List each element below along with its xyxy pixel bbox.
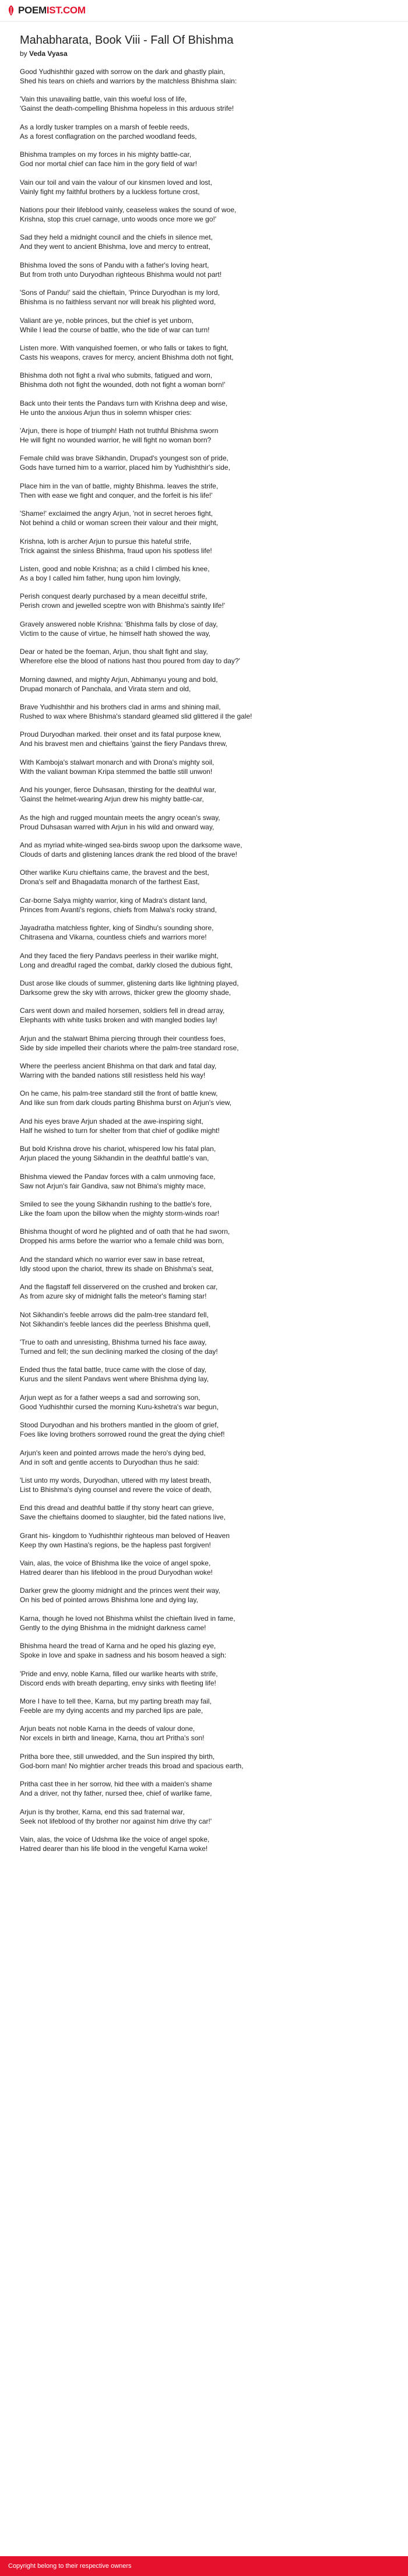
- poem-line: Foes like loving brothers sorrowed round the great the dying chief!: [20, 1430, 225, 1439]
- stanza: [20, 316, 393, 335]
- poem-line: Like the foam upon the billow when the mighty storm-winds roar!: [20, 1209, 220, 1218]
- stanza: [20, 233, 393, 251]
- stanza: [20, 122, 393, 141]
- poem-line: Good Yudhishthir cursed the morning Kuru-kshetra's war begun,: [20, 1402, 219, 1411]
- poem-line: Victim to the cause of virtue, he himself hath showed the way,: [20, 629, 211, 638]
- poem-line: Nor excels in birth and lineage, Karna, thou art Pritha's son!: [20, 1734, 205, 1743]
- poem-line: Save the chieftains doomed to slaughter, bid the fated nations live,: [20, 1513, 226, 1522]
- poem-line: Rushed to wax where Bhishma's standard gleamed slid glittered il the gale!: [20, 712, 252, 720]
- poem-line: Morning dawned, and mighty Arjun, Abhimanyu young and bold,: [20, 675, 218, 684]
- stanza: [20, 1448, 393, 1467]
- poem-line: 'True to oath and unresisting, Bhishma turned his face away,: [20, 1338, 207, 1346]
- author-byline: [20, 50, 393, 58]
- poem-line: Hatred dearer than his life blood in the vengeful Karna woke!: [20, 1845, 208, 1853]
- poem-line: Bhishma tramples on my forces in his mighty battle-car,: [20, 150, 192, 159]
- stanza: [20, 620, 393, 638]
- poem-line: Hatred dearer than his lifeblood in the proud Duryodhan woke!: [20, 1568, 213, 1577]
- poem-line: God-born man! No mightier archer treads this broad and spacious earth,: [20, 1761, 244, 1770]
- poem-line: 'Arjun, there is hope of triumph! Hath not truthful Bhishma sworn: [20, 427, 219, 435]
- poem-line: 'List unto my words, Duryodhan, uttered with my latest breath,: [20, 1476, 212, 1484]
- poem-line: And the standard which no warrior ever saw in base retreat,: [20, 1255, 205, 1264]
- poem-line: Bhishma doth not fight the wounded, doth not fight a woman born!': [20, 381, 226, 389]
- poem-line: 'Sons of Pandu!' said the chieftain, 'Prince Duryodhan is my lord,: [20, 288, 220, 297]
- poem-line: Arjun beats not noble Karna in the deeds of valour done,: [20, 1725, 195, 1733]
- site-header: [0, 0, 408, 22]
- poem-line: Perish conquest dearly purchased by a mean deceitful strife,: [20, 592, 207, 601]
- stanza: [20, 979, 393, 997]
- poem-line: Valiant are ye, noble princes, but the chief is yet unborn,: [20, 316, 194, 325]
- poem-line: Where the peerless ancient Bhishma on that dark and fatal day,: [20, 1062, 217, 1071]
- stanza: [20, 896, 393, 914]
- poem-line: Smiled to see the young Sikhandin rushing to the battle's fore,: [20, 1200, 212, 1209]
- poem-line: And a driver, not thy father, nursed thee, chief of warlike fame,: [20, 1789, 212, 1798]
- poem-line: Place him in the van of battle, mighty Bhishma. leaves the strife,: [20, 481, 219, 490]
- poem-line: Seek not lifeblood of thy brother nor against him drive thy car!': [20, 1817, 212, 1825]
- poem-line: Not Sikhandin's feeble arrows did the palm-tree standard fell,: [20, 1310, 209, 1319]
- poem-line: With Kamboja's stalwart monarch and with Drona's mighty soil,: [20, 758, 214, 766]
- stanza: [20, 1282, 393, 1301]
- poem-line: Arjun is thy brother, Karna, end this sad fraternal war,: [20, 1807, 185, 1816]
- poem-title: Mahabharata, Book Viii - Fall Of Bhishma: [20, 34, 234, 47]
- poem-line: 'Vain this unavailing battle, vain this woeful loss of life,: [20, 95, 187, 104]
- poem-line: Other warlike Kuru chieftains came, the bravest and the best,: [20, 868, 209, 877]
- stanza: [20, 564, 393, 583]
- poem-line: Back unto their tents the Pandavs turn with Krishna deep and wise,: [20, 399, 228, 407]
- poem-line: Drupad monarch of Panchala, and Virata stern and old,: [20, 684, 191, 693]
- stanza: [20, 1006, 393, 1025]
- poem-line: Nations pour their lifeblood vainly, ceaseless wakes the sound of woe,: [20, 205, 237, 214]
- poem-line: Ended thus the fatal battle, truce came with the close of day,: [20, 1366, 206, 1374]
- stanza: [20, 205, 393, 224]
- poem-line: Arjun and the stalwart Bhima piercing through their countless foes,: [20, 1034, 226, 1043]
- poem-line: Vainly fight my faithful brothers by a luckless fortune crost,: [20, 187, 200, 196]
- stanza: [20, 702, 393, 721]
- poem-line: But from troth unto Duryodhan righteous Bhishma would not part!: [20, 270, 222, 279]
- quill-icon: [7, 5, 15, 16]
- stanza: [20, 1227, 393, 1245]
- stanza: [20, 178, 393, 196]
- poem-line: Dear or hated be the foeman, Arjun, thou shalt fight and slay,: [20, 647, 208, 656]
- poem-line: With the valiant bowman Kripa stemmed the battle still unwon!: [20, 767, 213, 776]
- author-link[interactable]: Veda Vyasa: [29, 50, 68, 58]
- poem-line: Brave Yudhishthir and his brothers clad in arms and shining mail,: [20, 702, 221, 711]
- poem-line: As a forest conflagration on the parched woodland feeds,: [20, 132, 197, 140]
- stanza: [20, 675, 393, 694]
- stanza: [20, 1503, 393, 1522]
- poem-line: Darksome grew the sky with arrows, thicker grew the gloomy shade,: [20, 988, 231, 997]
- poem-line: Vain, alas, the voice of Udshma like the voice of angel spoke,: [20, 1835, 210, 1843]
- poem-line: Saw not Arjun's fair Gandiva, saw not Bhima's mighty mace,: [20, 1181, 206, 1190]
- poem-line: 'Pride and envy, noble Karna, filled our warlike hearts with strife,: [20, 1669, 218, 1678]
- stanza: [20, 1614, 393, 1632]
- poem-line: 'Gainst the death-compelling Bhishma hopeless in this arduous strife!: [20, 104, 234, 113]
- poem-line: Half he wished to turn for shelter from that chief of godlike might!: [20, 1126, 220, 1135]
- stanza: [20, 1641, 393, 1660]
- poem-line: Bhishma viewed the Pandav forces with a calm unmoving face,: [20, 1172, 216, 1181]
- stanza: [20, 453, 393, 472]
- poem-line: And as myriad white-winged sea-birds swoop upon the darksome wave,: [20, 840, 242, 849]
- stanza: [20, 1752, 393, 1771]
- stanza: [20, 371, 393, 389]
- poem-line: Darker grew the gloomy midnight and the princes went their way,: [20, 1586, 220, 1595]
- poem-line: Arjun wept as for a father weeps a sad and sorrowing son,: [20, 1393, 201, 1402]
- poem-line: Listen more. With vanquished foemen, or who falls or takes to fight,: [20, 343, 228, 352]
- poem-line: Chitrasena and Vikarna, countless chiefs and warriors more!: [20, 933, 207, 942]
- poem-line: And like sun from dark clouds parting Bhishma burst on Arjun's view,: [20, 1099, 232, 1107]
- stanza: [20, 1586, 393, 1604]
- poem-line: Proud Duryodhan marked. their onset and its fatal purpose knew,: [20, 730, 221, 739]
- stanza: [20, 1807, 393, 1826]
- poem-line: Gods have turned him to a warrior, placed him by Yudhishthir's side,: [20, 463, 230, 472]
- poem-line: As from azure sky of midnight falls the meteor's flaming star!: [20, 1292, 207, 1301]
- poem-line: Bhishma is no faithless servant nor will break his plighted word,: [20, 298, 216, 307]
- stanza: [20, 1697, 393, 1715]
- stanza: [20, 1061, 393, 1080]
- poem-line: Krishna, stop this cruel carnage, unto woods once more we go!': [20, 214, 217, 223]
- poem-line: Not Sikhandin's feeble lances did the peerless Bhishma quell,: [20, 1319, 211, 1328]
- stanza: [20, 1310, 393, 1329]
- poem-line: He unto the anxious Arjun thus in solemn whisper cries:: [20, 408, 192, 417]
- stanza: [20, 785, 393, 804]
- poem-line: Krishna, loth is archer Arjun to pursue this hateful strife,: [20, 537, 192, 546]
- brand-suffix: IST.COM: [46, 5, 86, 16]
- poem-line: Good Yudhishthir gazed with sorrow on the dark and ghastly plain,: [20, 68, 225, 76]
- stanza: [20, 592, 393, 610]
- poem-line: And his younger, fierce Duhsasan, thirsting for the deathful war,: [20, 786, 216, 794]
- poem-line: Jayadratha matchless fighter, king of Sindhu's sounding shore,: [20, 924, 214, 932]
- poem-line: But bold Krishna drove his chariot, whispered low his fatal plan,: [20, 1145, 216, 1153]
- poem-line: And his eyes brave Arjun shaded at the awe-inspiring sight,: [20, 1117, 203, 1125]
- poem-article: [20, 34, 393, 1862]
- stanza: [20, 1393, 393, 1412]
- stanza: [20, 1338, 393, 1356]
- poem-line: 'Gainst the helmet-wearing Arjun drew his mighty battle-car,: [20, 795, 204, 804]
- stanza: [20, 261, 393, 279]
- poem-line: Sad they held a midnight council and the chiefs in silence met,: [20, 233, 213, 242]
- poem-line: End this dread and deathful battle if thy stony heart can grieve,: [20, 1504, 214, 1512]
- poem-line: Proud Duhsasan warred with Arjun in his wild and onward way,: [20, 822, 214, 831]
- poem-line: Grant his- kingdom to Yudhishthir righteous man beloved of Heaven: [20, 1531, 230, 1540]
- stanza: [20, 1089, 393, 1107]
- stanza: [20, 868, 393, 886]
- poem-line: On his bed of pointed arrows Bhishma lone and dying lay,: [20, 1596, 198, 1604]
- poem-line: Princes from Avanti's regions, chiefs from Malwa's rocky strand,: [20, 905, 217, 914]
- stanza: [20, 1255, 393, 1273]
- stanza: [20, 399, 393, 417]
- poem-line: Vain, alas, the voice of Bhishma like the voice of angel spoke,: [20, 1559, 211, 1568]
- poem-line: Idly stood upon the chariot, threw its shade on Bhishma's seat,: [20, 1264, 214, 1273]
- poem-line: Gravely answered noble Krishna: 'Bhishma falls by close of day,: [20, 620, 218, 628]
- poem-line: Listen, good and noble Krishna; as a child I climbed his knee,: [20, 565, 210, 573]
- poem-line: Cars went down and mailed horsemen, soldiers fell in dread array,: [20, 1007, 225, 1015]
- stanza: [20, 951, 393, 970]
- poem-line: Stood Duryodhan and his brothers mantled in the gloom of grief,: [20, 1421, 219, 1430]
- stanza: [20, 537, 393, 555]
- stanza: [20, 1199, 393, 1218]
- poem-line: List to Bhishma's dying counsel and revere the voice of death,: [20, 1485, 212, 1494]
- poem-line: As a boy I called him father, hung upon him lovingly,: [20, 574, 181, 583]
- stanza: [20, 150, 393, 168]
- poem-line: And they faced the fiery Pandavs peerless in their warlike might,: [20, 951, 219, 960]
- stanza: [20, 343, 393, 362]
- stanza: [20, 288, 393, 307]
- poem-line: Wherefore else the blood of nations hast thou poured from day to day?': [20, 657, 240, 666]
- poem-line: Karna, though he loved not Bhishma whilst the chieftain lived in fame,: [20, 1614, 235, 1623]
- poem-line: Female child was brave Sikhandin, Drupad's youngest son of pride,: [20, 454, 228, 463]
- poem-line: Then with ease we fight and conquer, and the forfeit is his life!': [20, 491, 213, 499]
- poem-line: And they went to ancient Bhishma, love and mercy to entreat,: [20, 242, 210, 251]
- poem-line: 'Shame!' exclaimed the angry Arjun, 'not in secret heroes fight,: [20, 509, 213, 518]
- poem-line: While I lead the course of battle, who the tide of war can turn!: [20, 325, 210, 334]
- poem-line: Bhishma doth not fight a rival who submits, fatigued and worn,: [20, 371, 213, 380]
- stanza: [20, 840, 393, 859]
- poem-line: As the high and rugged mountain meets the angry ocean's sway,: [20, 813, 220, 822]
- poem-line: As a lordly tusker tramples on a marsh of feeble reeds,: [20, 122, 189, 131]
- poem-line: And the flagstaff fell disservered on the crushed and broken car,: [20, 1283, 218, 1291]
- stanza: [20, 1034, 393, 1053]
- poem-line: Clouds of darts and glistening lances drank the red blood of the brave!: [20, 850, 237, 858]
- poem-line: Bhishma thought of word he plighted and of oath that he had sworn,: [20, 1227, 230, 1236]
- poem-line: Side by side impelled their chariots where the palm-tree standard rose,: [20, 1043, 239, 1052]
- site-logo[interactable]: [7, 5, 86, 16]
- poem-line: Warring with the banded nations still resistless held his way!: [20, 1071, 206, 1080]
- stanza: [20, 1144, 393, 1163]
- stanza: [20, 1779, 393, 1798]
- poem-line: Feeble are my dying accents and my parched lips are pale,: [20, 1706, 203, 1715]
- poem-line: Not behind a child or woman screen their valour and their might,: [20, 519, 219, 527]
- stanza: [20, 1476, 393, 1494]
- poem-line: Elephants with white tusks broken and with mangled bodies lay!: [20, 1016, 217, 1025]
- stanza: [20, 1669, 393, 1688]
- poem-line: Arjun placed the young Sikhandin in the deathful battle's van,: [20, 1154, 209, 1163]
- stanza: [20, 813, 393, 832]
- brand-prefix: POEM: [18, 5, 47, 16]
- author-prefix: by: [20, 50, 27, 58]
- poem-line: Spoke in love and spake in sadness and his bosom heaved a sigh:: [20, 1651, 227, 1660]
- stanza: [20, 1172, 393, 1191]
- poem-line: He will fight no wounded warrior, he will fight no woman born?: [20, 436, 212, 445]
- poem-line: Bhishma loved the sons of Pandu with a father's loving heart,: [20, 261, 209, 269]
- poem-line: Vain our toil and vain the valour of our kinsmen loved and lost,: [20, 178, 212, 186]
- poem-line: Trick against the sinless Bhishma, fraud upon his spotless life!: [20, 546, 212, 555]
- stanza: [20, 1420, 393, 1439]
- poem-line: Arjun's keen and pointed arrows made the hero's dying bed,: [20, 1448, 206, 1457]
- stanza: [20, 730, 393, 748]
- poem-line: On he came, his palm-tree standard still the front of battle knew,: [20, 1089, 218, 1098]
- poem-line: Pritha bore thee, still unwedded, and the Sun inspired thy birth,: [20, 1752, 215, 1761]
- poem-line: Long and dreadful raged the combat, darkly closed the dubious fight,: [20, 960, 233, 969]
- stanza: [20, 647, 393, 666]
- poem-line: God nor mortal chief can face him in the gory field of war!: [20, 160, 198, 168]
- copyright-text: Copyright belong to their respective owners: [8, 2563, 132, 2570]
- stanza: [20, 481, 393, 500]
- poem-line: Gently to the dying Bhishma in the midnight darkness came!: [20, 1623, 206, 1632]
- poem-line: And his bravest men and chieftains 'gainst the fiery Pandavs threw,: [20, 740, 227, 748]
- poem-line: Dropped his arms before the warrior who a female child was born,: [20, 1237, 224, 1245]
- stanza: [20, 1558, 393, 1577]
- stanza: [20, 1365, 393, 1384]
- stanza: [20, 426, 393, 445]
- stanza: [20, 1724, 393, 1743]
- stanza: [20, 509, 393, 527]
- poem-line: Pritha cast thee in her sorrow, hid thee with a maiden's shame: [20, 1780, 212, 1789]
- poem-line: Keep thy own Hastina's regions, be the hapless past forgiven!: [20, 1540, 211, 1549]
- stanza: [20, 1117, 393, 1135]
- poem-line: Drona's self and Bhagadatta monarch of the farthest East,: [20, 878, 200, 886]
- stanza: [20, 923, 393, 942]
- site-footer: [0, 2556, 408, 2576]
- stanza: [20, 758, 393, 776]
- poem-line: Dust arose like clouds of summer, glistening darts like lightning played,: [20, 979, 239, 987]
- poem-line: Discord ends with breath departing, envy sinks with fleeting life!: [20, 1678, 216, 1687]
- poem-line: Turned and fell; the sun declining marked the closing of the day!: [20, 1347, 218, 1356]
- poem-line: Bhishma heard the tread of Karna and he oped his glazing eye,: [20, 1642, 216, 1651]
- poem-line: More I have to tell thee, Karna, but my parting breath may fail,: [20, 1697, 212, 1706]
- poem-line: Car-borne Salya mighty warrior, king of Madra's distant land,: [20, 896, 207, 905]
- poem-line: Kurus and the silent Pandavs went where Bhishma dying lay,: [20, 1375, 209, 1384]
- poem-line: Shed his tears on chiefs and warriors by the matchless Bhishma slain:: [20, 77, 237, 85]
- stanza: [20, 1835, 393, 1853]
- poem-line: And in soft and gentle accents to Duryodhan thus he said:: [20, 1458, 199, 1466]
- poem-line: Casts his weapons, craves for mercy, ancient Bhishma doth not fight,: [20, 353, 234, 361]
- poem-line: Perish crown and jewelled sceptre won with Bhishma's saintly life!': [20, 601, 226, 610]
- poem-body: [20, 67, 393, 1853]
- stanza: [20, 94, 393, 113]
- stanza: [20, 1531, 393, 1550]
- stanza: [20, 67, 393, 86]
